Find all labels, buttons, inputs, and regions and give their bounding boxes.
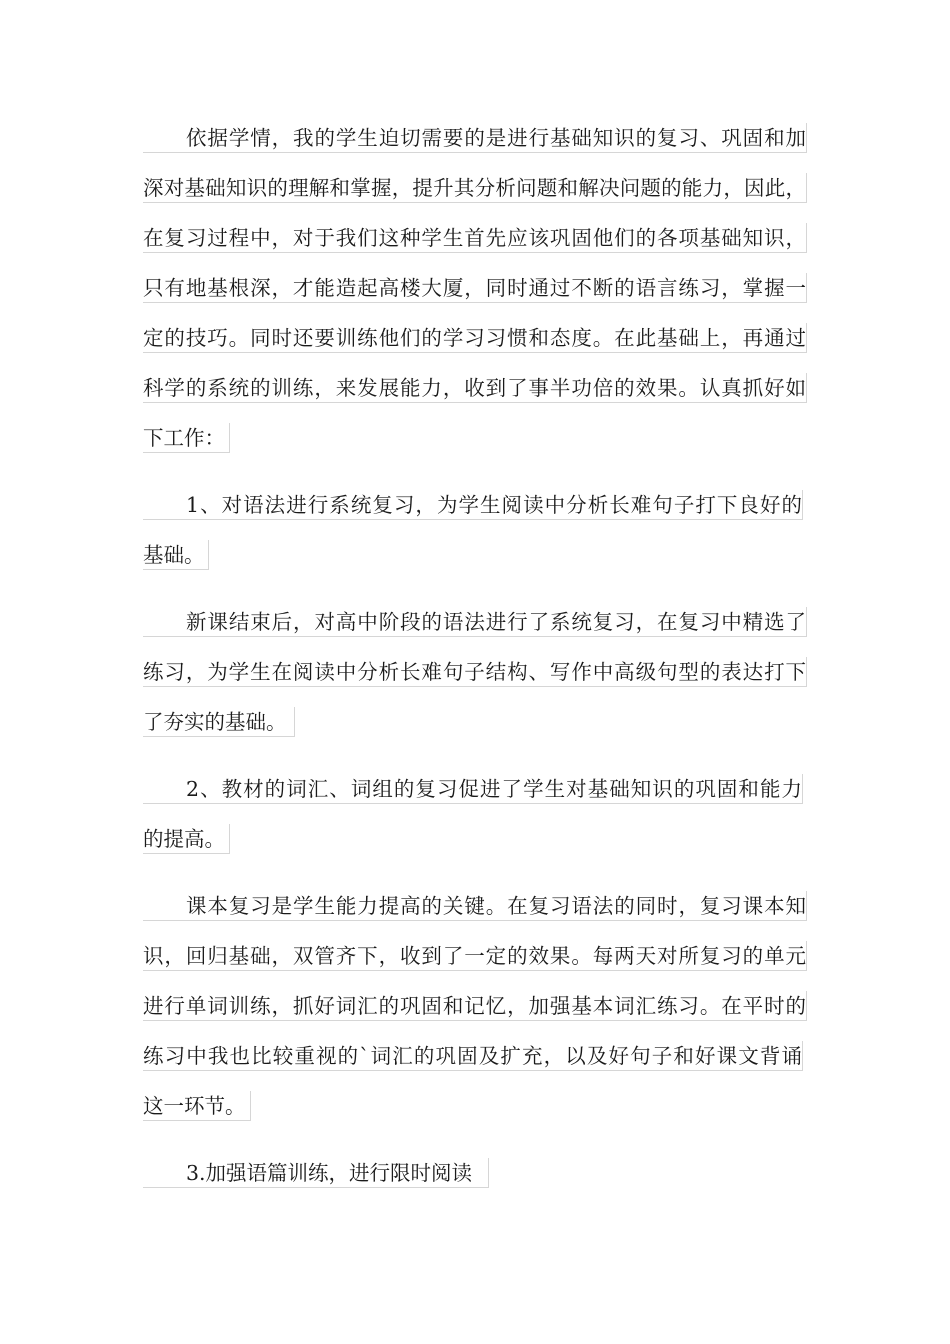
list-item-heading: 3.加强语篇训练，进行限时阅读 <box>143 1158 489 1188</box>
text-line: 识，回归基础，双管齐下，收到了一定的效果。每两天对所复习的单元 <box>143 941 807 971</box>
text-line: 练习，为学生在阅读中分析长难句子结构、写作中高级句型的表达打下 <box>143 657 807 687</box>
text-line: 了夯实的基础。 <box>143 707 295 737</box>
text-line: 新课结束后，对高中阶段的语法进行了系统复习，在复习中精选了 <box>143 607 807 637</box>
text-line: 定的技巧。同时还要训练他们的学习习惯和态度。在此基础上，再通过 <box>143 323 807 353</box>
text-line: 练习中我也比较重视的`词汇的巩固及扩充，以及好句子和好课文背诵 <box>143 1041 803 1071</box>
text-line: 进行单词训练，抓好词汇的巩固和记忆，加强基本词汇练习。在平时的 <box>143 991 807 1021</box>
text-line: 基础。 <box>143 540 209 570</box>
list-item-heading: 1、对语法进行系统复习，为学生阅读中分析长难句子打下良好的 <box>143 490 803 520</box>
text-line: 依据学情，我的学生迫切需要的是进行基础知识的复习、巩固和加 <box>143 123 807 153</box>
text-line: 只有地基根深，才能造起高楼大厦，同时通过不断的语言练习，掌握一 <box>143 273 807 303</box>
text-line: 在复习过程中，对于我们这种学生首先应该巩固他们的各项基础知识， <box>143 223 807 253</box>
text-line: 的提高。 <box>143 824 230 854</box>
text-line: 科学的系统的训练，来发展能力，收到了事半功倍的效果。认真抓好如 <box>143 373 807 403</box>
text-line: 这一环节。 <box>143 1091 251 1121</box>
text-line: 深对基础知识的理解和掌握，提升其分析问题和解决问题的能力，因此， <box>143 173 807 203</box>
list-item-heading: 2、教材的词汇、词组的复习促进了学生对基础知识的巩固和能力 <box>143 774 803 804</box>
text-line: 课本复习是学生能力提高的关键。在复习语法的同时，复习课本知 <box>143 891 807 921</box>
text-line: 下工作： <box>143 423 230 453</box>
